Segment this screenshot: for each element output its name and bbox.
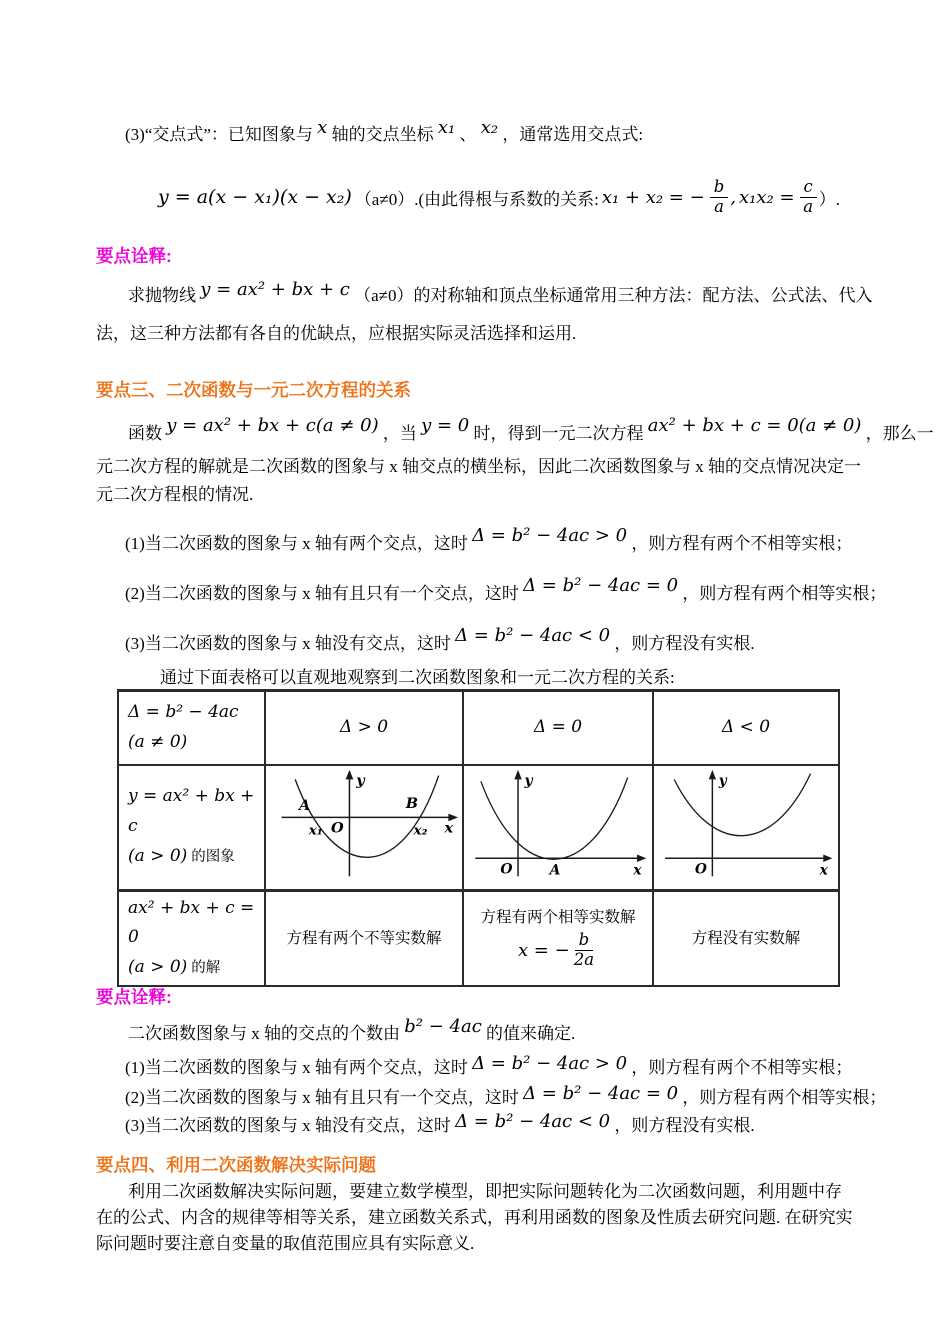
section4-heading: 要点四、利用二次函数解决实际问题 [96,1155,376,1175]
table-cell-graph-two-roots [265,765,463,891]
text-run: 求抛物线 [128,286,196,305]
note2-paragraph [128,1013,575,1047]
note2-item-3 [125,1108,755,1139]
text-run: (3)当二次函数的图象与 x 轴没有交点，这时 [125,634,451,653]
discriminant-condition: (a ≠ 0) [128,731,188,752]
math-equation: ax² + bx + c = 0(a ≠ 0) [647,415,862,436]
note-heading-2: 要点诠释: [96,987,172,1007]
math-x-equals: x = − [517,940,570,962]
graph-one-intersection [466,768,650,882]
parabola-curve [295,775,439,857]
text-run: (1)当二次函数的图象与 x 轴有两个交点，这时 [125,534,468,553]
math-discriminant: b² − 4ac [404,1016,482,1037]
math-factored-form: y = a(x − x₁)(x − x₂) [158,186,352,208]
label-y: y [718,772,727,789]
solution-label-formula: ax² + bx + c = 0 [128,897,255,948]
table-cell-delta-positive: Δ > 0 [265,691,463,765]
text-run: ，则方程有两个相等实根； [682,584,887,603]
math-x-axis: x [317,117,328,138]
math-y-equals-0: y = 0 [421,415,470,436]
label-x: x [819,861,828,878]
label-point-b: B [405,794,418,812]
text-run: ，则方程没有实根. [614,1116,755,1135]
graph-label-condition: (a > 0) [128,845,188,866]
math-discriminant-positive: Δ = b² − 4ac > 0 [472,1053,628,1074]
section3-item-1 [125,522,852,557]
text-run: ，则方程没有实根. [614,634,755,653]
text-run: 时，得到一元二次方程 [473,424,644,443]
table-cell-no-solution: 方程没有实数解 [653,890,839,986]
text-run: ）. [818,189,841,209]
section4-line2: 在的公式、内含的规律等相等关系，建立函数关系式，再利用函数的图象及性质去研究问题. 在研究实 [96,1208,853,1227]
table-graph-row [118,765,839,891]
text-run: (1)当二次函数的图象与 x 轴有两个交点，这时 [125,1058,468,1077]
table-intro: 通过下面表格可以直观地观察到二次函数图象和一元二次方程的关系: [160,668,675,687]
text-run: 轴的交点坐标 [331,125,434,144]
math-function: y = ax² + bx + c(a ≠ 0) [166,415,379,436]
relationship-table [117,689,840,987]
parabola-curve [481,777,628,859]
label-point-a: A [549,861,561,878]
fraction-numerator: b [575,931,594,951]
note2-item-1 [125,1050,852,1081]
math-x1: x₁ [437,117,456,138]
label-origin: O [695,860,707,878]
text-run: （a≠0）.(由此得根与系数的关系: [354,189,599,209]
math-discriminant-zero: Δ = b² − 4ac = 0 [523,575,679,596]
text-run: ，则方程有两个不相等实根； [631,534,853,553]
math-x2: x₂ [480,117,499,138]
text-run: （a≠0）的对称轴和顶点坐标通常用三种方法：配方法、公式法、代入 [354,286,873,305]
x-axis-arrow-icon [637,854,646,862]
math-sum-of-roots: x₁ + x₂ = − [601,186,705,208]
table-cell-discriminant [118,691,265,765]
label-x: x [444,819,454,837]
math-general-form: y = ax² + bx + c [200,279,350,300]
graph-no-intersection [656,768,836,882]
math-discriminant-positive: Δ = b² − 4ac > 0 [472,525,628,546]
text-run: 函数 [128,424,162,443]
text-run: ，那么一 [865,424,934,443]
y-axis-arrow-icon [346,769,354,779]
text-run: (2)当二次函数的图象与 x 轴有且只有一个交点，这时 [125,1088,519,1107]
table-header-row [118,691,839,765]
graph-two-intersections [268,768,460,882]
table-cell-delta-negative: Δ < 0 [653,691,839,765]
fraction-denominator: 2a [573,950,595,970]
solution-label-condition: (a > 0) [128,957,188,977]
text-run: (3)“交点式”：已知图象与 [125,125,313,144]
section3-paragraph-line3: 元二次方程根的情况. [96,485,254,504]
note1-line2: 法，这三种方法都有各自的优缺点，应根据实际灵活选择和运用. [96,324,577,343]
graph-label-suffix: 的图象 [191,848,235,865]
discriminant-formula: Δ = b² − 4ac [128,702,239,722]
text-run: 二次函数图象与 x 轴的交点的个数由 [128,1024,400,1043]
table-solution-row [118,890,839,986]
math-discriminant-negative: Δ = b² − 4ac < 0 [455,1111,611,1132]
text-run: (3)当二次函数的图象与 x 轴没有交点，这时 [125,1116,451,1135]
note-heading-1: 要点诠释: [96,246,172,266]
fraction-numerator: c [800,178,817,198]
formula-intersection-form [158,168,843,226]
fraction-c-over-a [800,178,817,217]
fraction-denominator: a [714,196,724,216]
y-axis-arrow-icon [514,769,521,779]
section3-item-3 [125,622,755,657]
label-y: y [356,771,365,789]
text-run: 、 [459,125,477,144]
label-y: y [524,772,533,789]
table-cell-graph-one-root [463,765,653,891]
label-point-a: A [299,796,311,814]
vertex-formula [466,931,650,970]
table-cell-graph-no-root [653,765,839,891]
section3-heading: 要点三、二次函数与一元二次方程的关系 [96,380,411,400]
table-cell-delta-zero: Δ = 0 [463,691,653,765]
label-x: x [633,861,642,878]
table-cell-graph-label [118,765,265,891]
text-run: 的值来确定. [486,1024,576,1043]
section3-paragraph-line1 [128,412,934,447]
equal-solutions-text: 方程有两个相等实数解 [480,909,636,927]
note2-item-2 [125,1080,886,1111]
table-cell-two-unequal-solutions: 方程有两个不等实数解 [265,890,463,986]
section3-paragraph-line2: 元二次方程的解就是二次函数的图象与 x 轴交点的横坐标，因此二次函数图象与 x 轴的交点情况决定一 [96,457,861,476]
label-origin: O [500,860,513,877]
section4-line3: 际问题时要注意自变量的取值范围应具有实际意义. [96,1234,475,1253]
fraction-numerator: b [710,178,729,198]
x-axis-arrow-icon [823,854,832,862]
note1-line1 [128,276,872,309]
math-discriminant-zero: Δ = b² − 4ac = 0 [523,1083,679,1104]
fraction-denominator: a [803,196,814,216]
y-axis-arrow-icon [709,769,716,779]
text-run: ，则方程有两个相等实根； [682,1088,887,1107]
math-product-of-roots: x₁x₂ = [739,186,795,208]
section4-line1: 利用二次函数解决实际问题，要建立数学模型，即把实际问题转化为二次函数问题，利用题中存 [128,1182,842,1201]
label-origin: O [330,819,344,837]
solution-label-suffix: 的解 [191,960,221,976]
table-cell-solution-label [118,890,265,986]
text-run: (2)当二次函数的图象与 x 轴有且只有一个交点，这时 [125,584,519,603]
paragraph-intersection-form [125,114,643,148]
parabola-curve [674,773,810,835]
table-cell-two-equal-solutions [463,890,653,986]
text-run: ，通常选用交点式: [502,125,644,144]
section3-item-2 [125,572,886,607]
graph-label-formula: y = ax² + bx + c [128,786,255,837]
text-run: ，当 [382,424,417,443]
fraction-b-over-2a [572,931,596,970]
label-x2: x₂ [413,822,428,838]
fraction-b-over-a [710,178,729,217]
text-run: ，则方程有两个不相等实根； [631,1058,853,1077]
label-x1: x₁ [308,822,323,838]
math-discriminant-negative: Δ = b² − 4ac < 0 [455,625,611,646]
math-comma: , [730,186,736,208]
